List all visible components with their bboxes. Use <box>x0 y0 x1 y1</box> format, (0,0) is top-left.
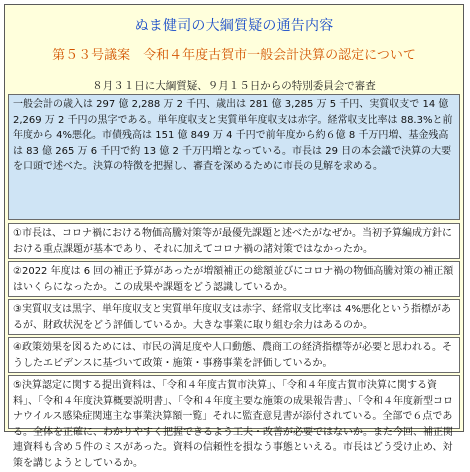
bill-subtitle: 第５３号議案 令和４年度古賀市一般会計決算の認定について <box>52 48 416 63</box>
page-title: ぬま健司の大綱質疑の通告内容 <box>134 18 334 34</box>
question-item-5: ⑤決算認定に関する提出資料は、「令和４年度古賀市決算」、「令和４年度古賀市決算に関する資料」、「令和４年度決算概要説明書」、「令和４年度主要な施策の成果報告書」、「令和４年度新型コロナウイルス感染症関連主な事業決算額一覧」それに監査意見書が添付されている。全部で６点である。全体を正確に、わかりやすく把握できるよう工夫・改善が必要ではないか。また今回、補正関連資料も含め５件のミスがあった。資料の信頼性を損なう事態といえる。市長はどう受け止め、対策を講じようとしているか。 <box>8 375 460 429</box>
notice-panel <box>4 4 464 469</box>
question-item-3: ③実質収支は黒字、単年度収支と実質単年度収支は赤字、経常収支比率は 4%悪化という指標があるが、財政状況をどう評価しているか。大きな事業に取り組む余力はあるのか。 <box>8 299 460 335</box>
question-item-1: ①市長は、コロナ禍における物価高騰対策等が最優先課題と述べたがなぜか。当初予算編成方針における重点課題が基本であり、それに加えてコロナ禍の諸対策ではなかったか。 <box>8 223 460 259</box>
question-item-4: ④政策効果を図るためには、市民の満足度や人口動態、農商工の経済指標等が必要と思われる。そうしたエビデンスに基づいて政策・施策・事務事業を評価しているか。 <box>8 337 460 373</box>
summary-box: 一般会計の歳入は 297 億 2,288 万 2 千円、歳出は 281 億 3,285 万 5 千円、実質収支で 14 億 2,269 万 2 千円の黒字である。単年度収支と実質単年度収支は赤字。経常収支比率は 88.3%と前年度から 4%悪化。市債残高は 151 億 849 万 4 千円で前年度から約６億 8 千万円増、基金残高は 83 億 265 万 6 千円で約 13 億 2 千万円増となっている。市長は 29 日の本会議で決算の大要を口頭で述べた。決算の特徴を把握し、審査を深めるために市長の見解を求める。 <box>8 94 460 220</box>
schedule-note: ８月３１日に大綱質疑、９月１５日からの特別委員会で審査 <box>92 80 376 92</box>
question-item-2: ②2022 年度は 6 回の補正予算があったが増額補正の総額並びにコロナ禍の物価高騰対策の補正額はいくらになったか。この成果や課題をどう認識しているか。 <box>8 261 460 297</box>
